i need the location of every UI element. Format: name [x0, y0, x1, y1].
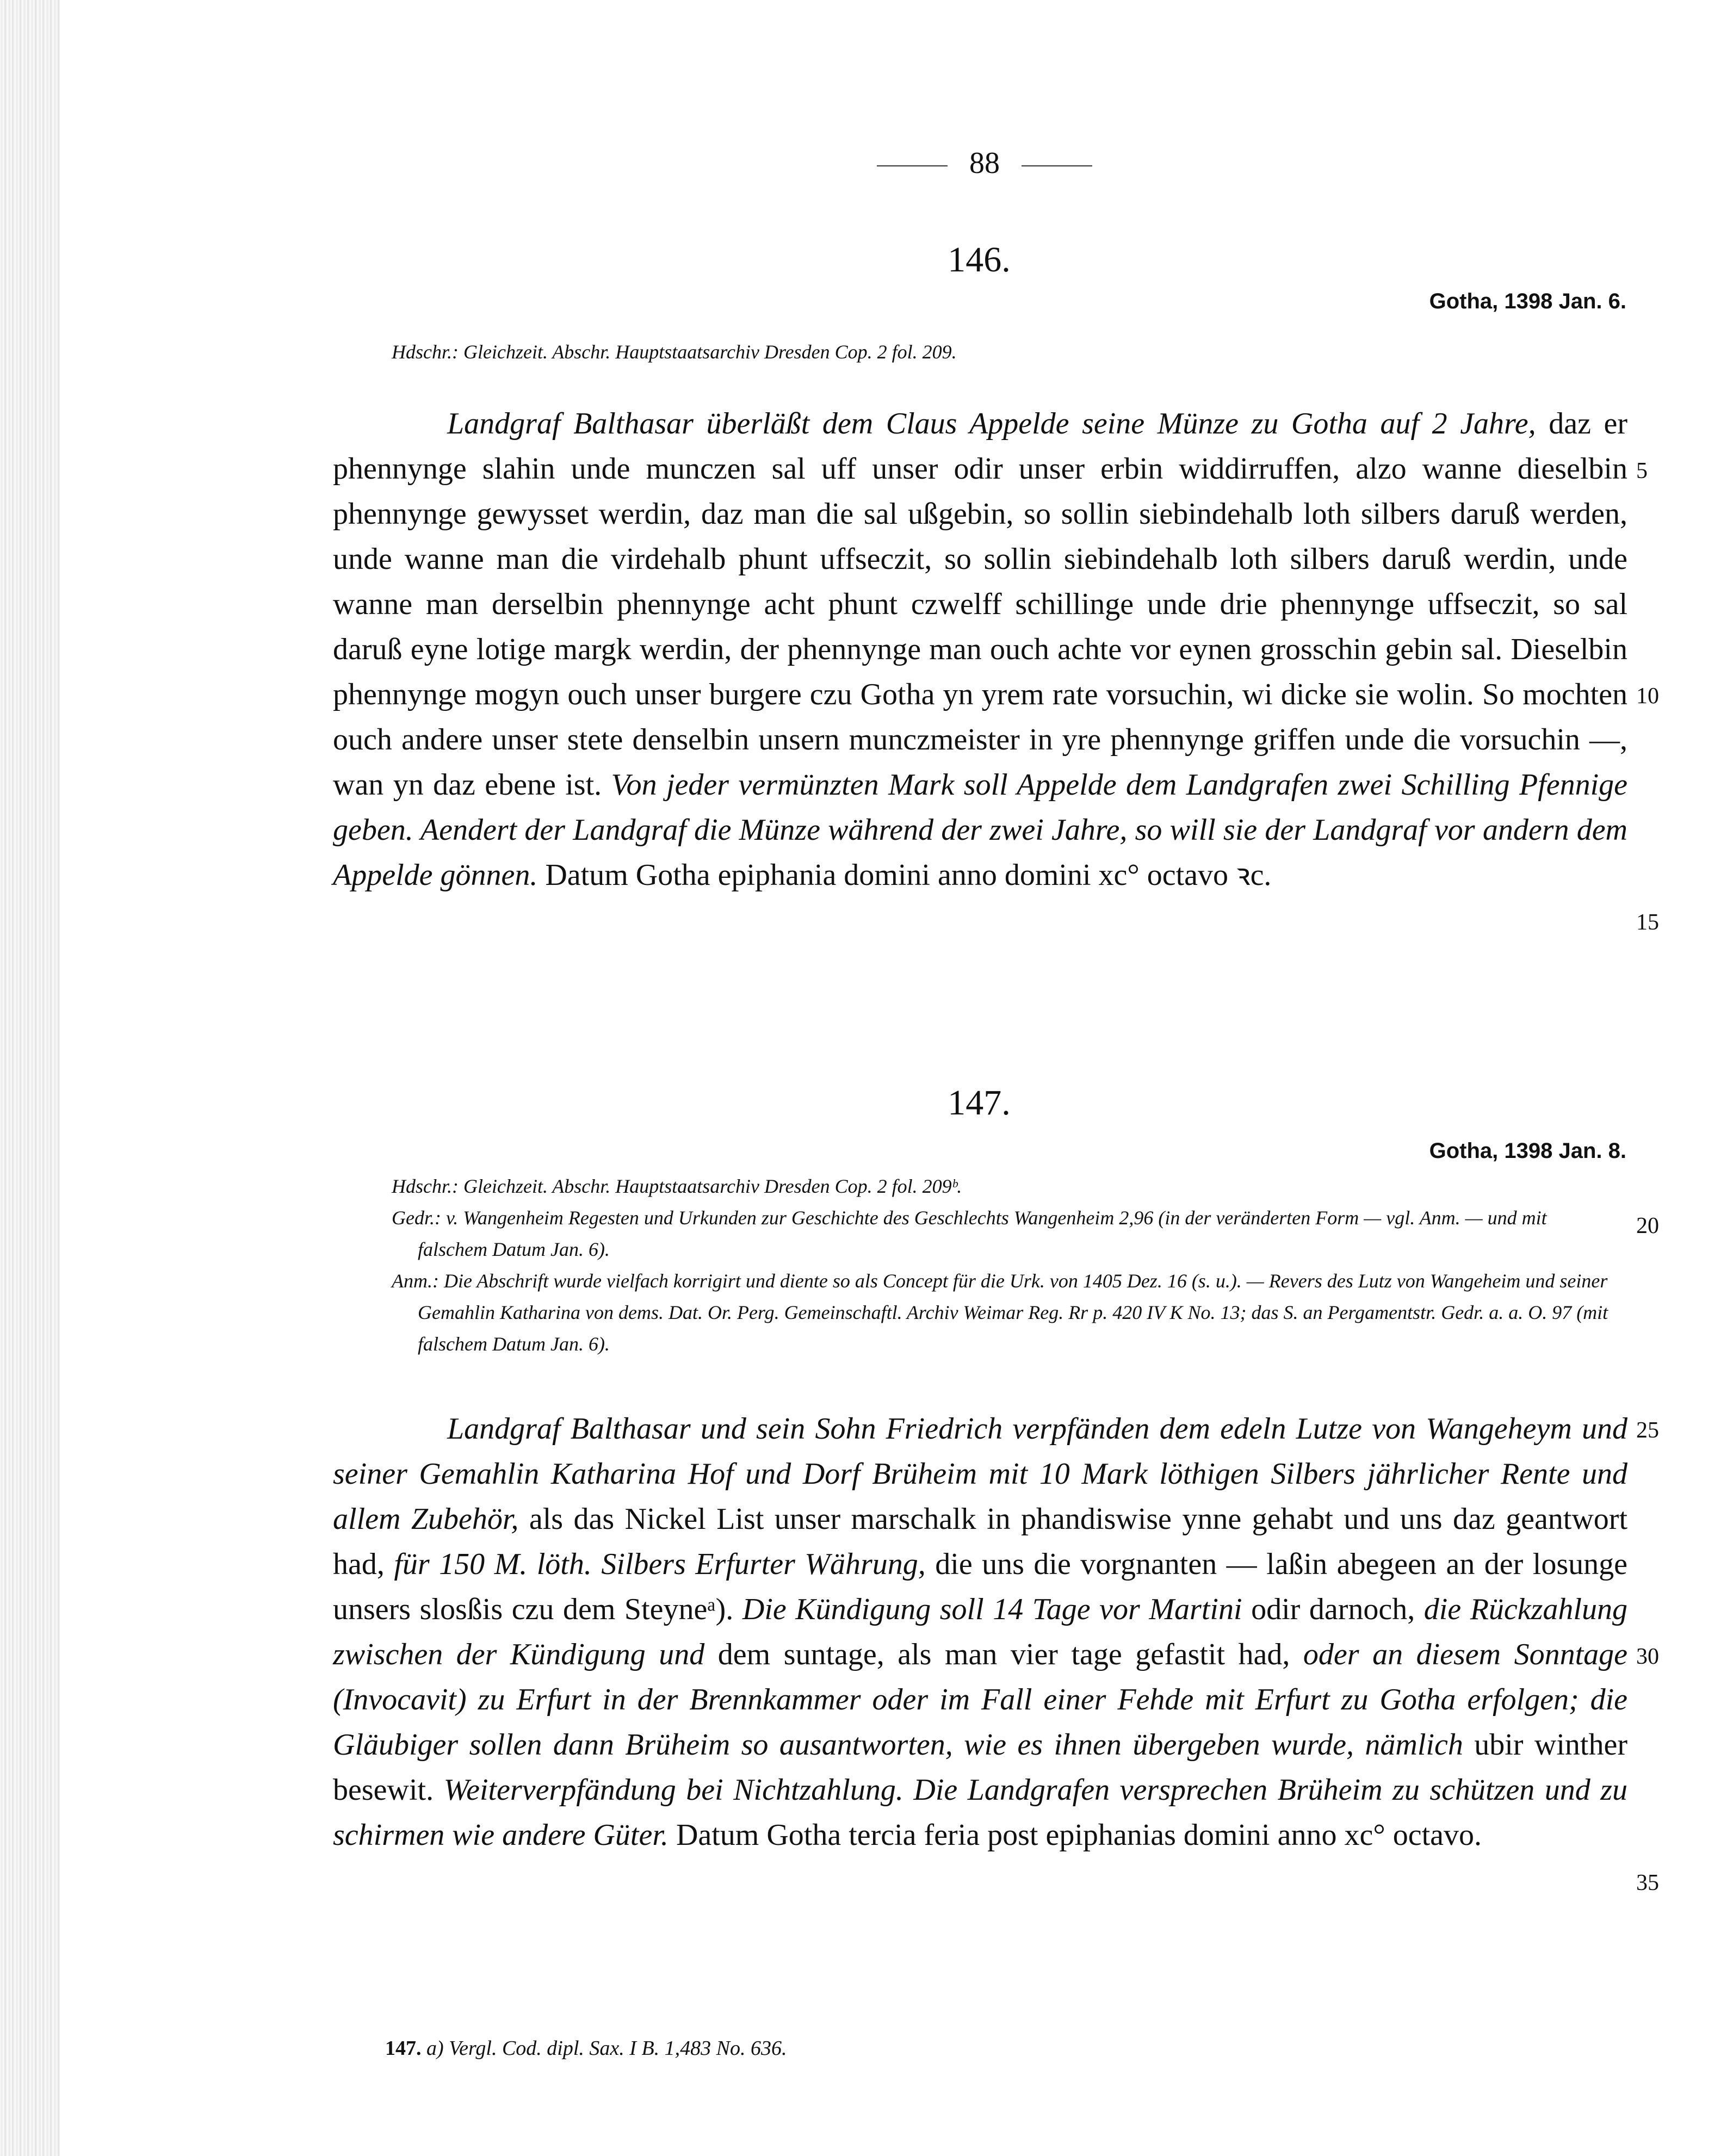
doc146-number: 146. [948, 240, 1011, 280]
line-number-15: 15 [1636, 910, 1659, 935]
doc147-seg-9: ubir winther besewit. [333, 1728, 1627, 1807]
doc147-seg-8: oder an diesem Sonntage (Invocavit) zu Erfurt in der Brennkammer oder im Fall einer Fehde mit Erfurt zu Gotha erfolgen; die Gläubiger sollen dann Brüheim so ausantworten, wie es ihnen übergeben wurde, nämlich [333, 1638, 1627, 1762]
footnote-text: a) Vergl. Cod. dipl. Sax. I B. 1,483 No. 636. [426, 2037, 787, 2060]
line-number-10: 10 [1636, 684, 1659, 709]
doc146-seg-2: Von jeder vermünzten Mark soll Appelde dem Landgrafen zwei Schilling Pfennige geben. Aendert der Landgraf die Münze während der zwei Jahre, so will sie der Landgraf vor andern dem Appelde gönnen. [333, 768, 1628, 892]
doc147-seg-1: als das Nickel List unser marschalk in phandiswise ynne gehabt und uns daz geantwort had, [333, 1502, 1628, 1581]
line-number-35: 35 [1636, 1870, 1659, 1895]
doc146-paragraph [333, 401, 1627, 898]
doc147-paragraph [333, 1407, 1627, 1858]
doc147-note-gedr: Gedr.: v. Wangenheim Regesten und Urkunden zur Geschichte des Geschlechts Wangenheim 2,96 (in der veränderten Form — vgl. Anm. — und mit falschem Datum Jan. 6). [392, 1207, 1547, 1260]
line-number-25: 25 [1636, 1418, 1659, 1443]
doc147-seg-4: Die Kündigung soll 14 Tage vor Martini [742, 1593, 1242, 1626]
line-number-30: 30 [1636, 1644, 1659, 1669]
doc147-seg-0: Landgraf Balthasar und sein Sohn Friedrich verpfänden dem edeln Lutze von Wangeheym und seiner Gemahlin Katharina Hof und Dorf Brüheim mit 10 Mark löthigen Silbers jährlicher Rente und allem Zubehör, [333, 1412, 1627, 1536]
page-number-text: 88 [969, 146, 1000, 180]
doc147-number: 147. [948, 1083, 1011, 1123]
doc147-seg-2: für 150 M. löth. Silbers Erfurter Währung, [394, 1547, 926, 1581]
doc147-seg-3: die uns die vorgnanten — laßin abegeen an der losunge unsers slosßis czu dem Steyneᵃ). [333, 1547, 1627, 1626]
dash-left [877, 165, 948, 166]
doc146-place-date: Gotha, 1398 Jan. 6. [1429, 289, 1626, 313]
doc147-seg-5: odir darnoch, [1242, 1593, 1424, 1626]
doc146-source-note [392, 336, 1480, 368]
line-number-5: 5 [1636, 459, 1648, 484]
dash-right [1022, 165, 1092, 166]
doc147-note-anm: Anm.: Die Abschrift wurde vielfach korrigirt und diente so als Concept für die Urk. von 1405 Dez. 16 (s. u.). — Revers des Lutz von Wangeheim und seiner Gemahlin Katharina von dems. Dat. Or. Perg. Gemeinschaftl. Archiv Weimar Reg. Rr p. 420 IV K No. 13; das S. an Pergamentstr. Gedr. a. a. O. 97 (mit falschem Datum Jan. 6). [392, 1270, 1608, 1355]
doc147-place-date: Gotha, 1398 Jan. 8. [1429, 1139, 1626, 1163]
scanned-page-edge [0, 0, 60, 2156]
doc147-body [333, 1407, 1627, 1858]
doc147-notes [392, 1170, 1621, 1360]
footnote [385, 2036, 1255, 2060]
doc146-seg-0: Landgraf Balthasar überläßt dem Claus Appelde seine Münze zu Gotha auf 2 Jahre, [447, 407, 1536, 441]
doc147-seg-11: Datum Gotha tercia feria post epiphanias domini anno xc° octavo. [668, 1818, 1482, 1852]
line-number-20: 20 [1636, 1213, 1659, 1238]
doc147-seg-7: dem suntage, als man vier tage gefastit had, [704, 1638, 1303, 1671]
doc146-seg-1: daz er phennynge slahin unde munczen sal uff unser odir unser erbin widdirruffen, alzo wanne dieselbin phennynge gewysset werdin, daz man die sal ußgebin, so sollin siebindehalb loth silbers daruß werden, unde wanne man die virdehalb phunt uffseczit, so sollin siebindehalb loth silbers daruß werdin, unde wanne man derselbin phennynge acht phunt czwelff schillinge unde drie phennynge uffseczit, so sal daruß eyne lotige margk werdin, der phennynge man ouch achte vor eynen grosschin gebin sal. Dieselbin phennynge mogyn ouch unser burgere czu Gotha yn yrem rate vorsuchin, wi dicke sie wolin. So mochten ouch andere unser stete denselbin unsern munczmeister in yre phennynge griffen unde die vorsuchin —, wan yn daz ebene ist. [333, 407, 1627, 802]
footnote-ref: 147. [385, 2037, 422, 2060]
doc147-seg-6: die Rückzahlung zwischen der Kündigung und [333, 1593, 1627, 1671]
doc146-source: Hdschr.: Gleichzeit. Abschr. Hauptstaatsarchiv Dresden Cop. 2 fol. 209. [392, 341, 957, 363]
doc146-seg-3: Datum Gotha epiphania domini anno domini xc° octavo ꝛc. [537, 858, 1272, 892]
page-number [832, 146, 1137, 181]
doc147-seg-10: Weiterverpfändung bei Nichtzahlung. Die Landgrafen versprechen Brüheim zu schützen und zu schirmen wie andere Güter. [333, 1773, 1627, 1852]
doc147-note-hdschr: Hdschr.: Gleichzeit. Abschr. Hauptstaatsarchiv Dresden Cop. 2 fol. 209ᵇ. [392, 1175, 962, 1197]
doc146-body [333, 401, 1627, 898]
